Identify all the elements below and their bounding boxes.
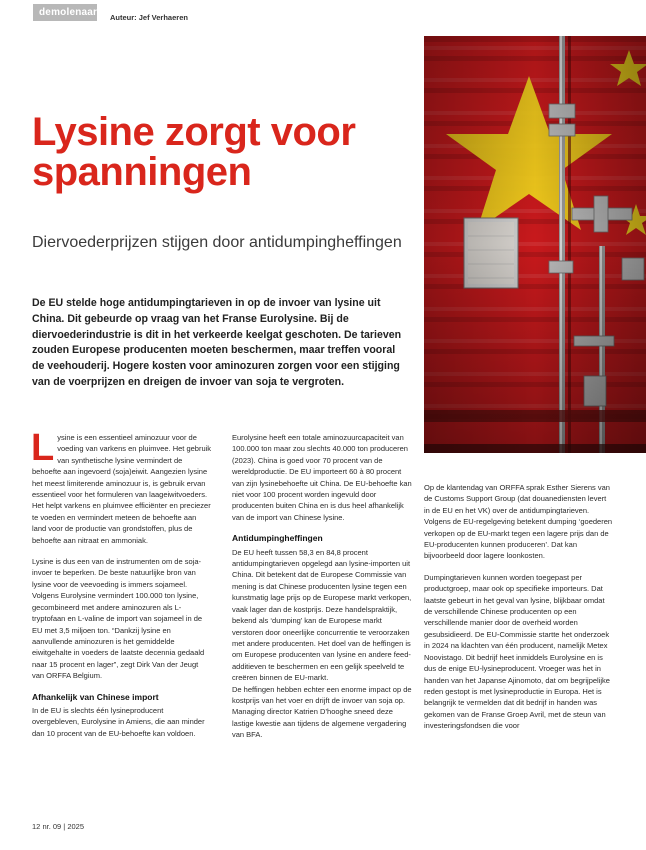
paragraph-text: ysine is een essentieel aminozuur voor de voeding van varkens en pluimvee. Het gebruik van synthetische lysine vermindert de behoefte aan ingevoerd (soja)eiwit. Aangezien lysine het meest limiterende aminozuur is, is gebruik ervan essentieel voor het formuleren van laageiwitvoeders. Het helpt varkens en pluimvee efficiënter en preciezer te voeden en vermindert meteen de behoefte aan land voor de productie van grondstoffen, plus de behoefte aan nitraat en ammoniak. — [32, 433, 212, 545]
paragraph: De EU heeft tussen 58,3 en 84,8 procent antidumpingtarieven opgelegd aan lysine-importen uit China. Dit betekent dat de Europese Commissie van mening is dat Chinese producenten lysine tegen een kunstmatig lage prijs op de Europese markt verkopen, vaak lager dan de kostprijs. Deze handelspraktijk, bekend als ‘dumping’ kan de Europese markt verstoren door oneerlijke concurrentie te veroorzaken met andere producenten. Het doel van de heffingen is om Europese producenten van lysine en andere feed-additieven te beschermen en een gelijk speelveld te creëren binnen de EU-markt. — [232, 547, 412, 683]
page-number: 12 — [32, 822, 41, 831]
article-subtitle: Diervoederprijzen stijgen door antidumpingheffingen — [32, 234, 402, 251]
paragraph: In de EU is slechts één lysineproducent overgebleven, Eurolysine in Amiens, die aan minder dan 10 procent van de EU-behoefte kan voldoen. — [32, 705, 205, 738]
brand-logo: demolenaar — [33, 4, 97, 21]
column-2 — [232, 432, 412, 751]
paragraph: Lysine is dus een van de instrumenten om de soja-invoer te beperken. De beste natuurlijke bron van lysine voor de veevoeding is immers sojameel. Volgens Eurolysine vermindert 100.000 ton lysine, gecombineerd met andere aminozuren als L-tryptofaan en L-valine de import van sojameel in de EU met 3,5 miljoen ton. “Dankzij lysine en aanvullende aminozuren is het gemiddelde eiwitgehalte in voeders de laatste decennia gedaald naar 15 procent en lager”, zegt Dirk Van der Jeugt van ORFFA Belgium. — [32, 557, 205, 681]
article-lead: De EU stelde hoge antidumpingtarieven in op de invoer van lysine uit China. Dit gebeurde op vraag van het Franse Eurolysine. Bij de diervoederindustrie is dit in het verkeerde keelgat geschoten. De tarieven zouden Europese producenten moeten beschermen, maar treffen vooral de veehouderij. Hogere kosten voor aminozuren zorgen voor een stijging van de voerprijzen en dreigen de invoer van soja te vergroten. — [32, 297, 402, 388]
paragraph: De heffingen hebben echter een enorme impact op de kostprijs van het voer en drijft de invoer van soja op. Managing director Katrien D’hooghe sneed deze lastige kwestie aan tijdens de algemene vergadering van BFA. — [232, 684, 412, 740]
paragraph: Op de klantendag van ORFFA sprak Esther Sierens van de Customs Support Group (dat douanediensten levert in de EU en het VK) over de antidumpingtarieven. Volgens de EU-regelgeving betekent dumping ‘goederen verkopen op de EU-markt tegen een lagere prijs dan de EU-producenten kunnen produceren’. Dat kan bijvoorbeeld door lagere loonkosten. — [424, 483, 613, 561]
section-heading: Afhankelijk van Chinese import — [32, 691, 159, 702]
paragraph — [31, 427, 212, 546]
column-1 — [31, 427, 212, 749]
author-line: Auteur: Jef Verhaeren — [110, 13, 188, 22]
article-title: Lysine zorgt voor spanningen — [32, 110, 356, 194]
section-heading: Antidumpingheffingen — [232, 533, 323, 544]
paragraph: Dumpingtarieven kunnen worden toegepast per productgroep, maar ook op specifieke importeurs. Dat laatste gebeurt in het geval van lysine, blijkbaar omdat de verschillende Chinese producenten op een verschillende manier door de overheid worden gesubsidieerd. De EU-Commissie startte het onderzoek in 2024 na klachten van één producent, namelijk Metex Noovistago. Dit bedrijf heet inmiddels Eurolysine en is dus de enige EU-lysineproducent. Vroeger was het in handen van het Japanse Ajinomoto, dat om begrijpelijke reden gestopt is met lysineproductie in Europa. Het is belangrijk te vermelden dat dit bedrijf in handen was gekomen van de Franse Groep Avril, met de steun van investeringsfondsen die voor — [424, 572, 610, 731]
container-flag-photo — [424, 36, 646, 453]
issue-label: nr. 09 | 2025 — [42, 822, 85, 831]
column-3 — [424, 482, 614, 742]
page-footer — [32, 822, 84, 831]
drop-cap: L — [31, 427, 55, 469]
paragraph: Eurolysine heeft een totale aminozuurcapaciteit van 100.000 ton maar zou slechts 40.000 ton produceren (2023). China is goed voor 70 procent van de wereldproductie. De EU importeert 60 à 80 procent van zijn lysinebehoefte uit China. De EU-behoefte kan niet voor 100 procent worden ingevuld door producenten buiten China en is dus heel afhankelijk van de import van Chinese lysine. — [232, 433, 412, 522]
